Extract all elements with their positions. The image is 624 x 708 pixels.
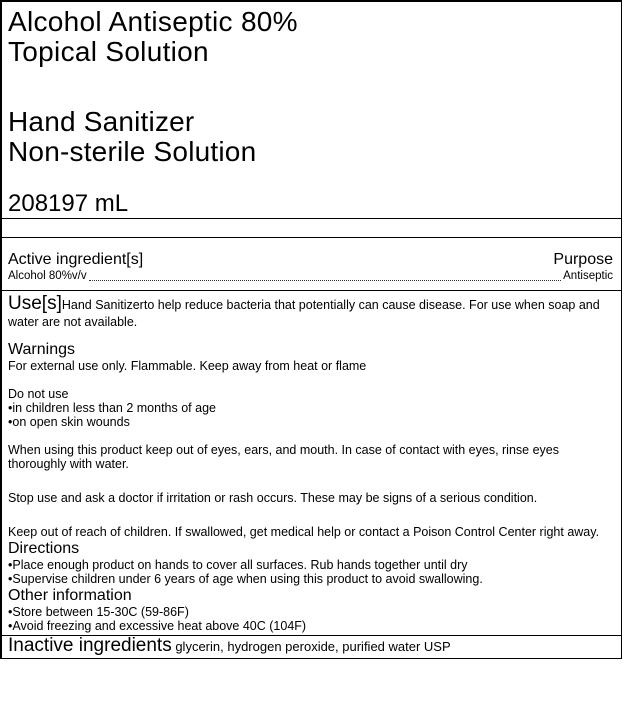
inactive-ingredients-heading: Inactive ingredients [8, 636, 172, 656]
other-information-item: •Avoid freezing and excessive heat above 40C (104F) [8, 619, 307, 633]
dotted-leader [89, 280, 562, 281]
product-title [8, 7, 613, 67]
inactive-ingredients-text: glycerin, hydrogen peroxide, purified water USP [171, 639, 451, 654]
inactive-ingredients-row [2, 636, 621, 658]
product-subtitle-line1: Hand Sanitizer [8, 106, 195, 137]
directions-item: •Place enough product on hands to cover all surfaces. Rub hands together until dry [8, 558, 468, 572]
product-title-line2: Topical Solution [8, 36, 209, 67]
uses-text: Hand Sanitizerto help reduce bacteria that potentially can cause disease. For use when soap and water are not available. [8, 298, 600, 329]
active-ingredient-value-row [8, 269, 613, 284]
do-not-use-item: •in children less than 2 months of age [8, 401, 216, 415]
active-ingredient-section [2, 238, 621, 291]
stop-use-text: Stop use and ask a doctor if irritation or rash occurs. These may be signs of a serious condition. [8, 491, 538, 505]
purpose-heading: Purpose [553, 251, 613, 268]
do-not-use-heading: Do not use [8, 387, 69, 401]
label-header [2, 2, 621, 219]
other-information-heading: Other information [8, 587, 132, 604]
warnings-heading: Warnings [8, 341, 75, 358]
purpose-value: Antiseptic [563, 270, 613, 282]
flammable-warning-text: For external use only. Flammable. Keep away from heat or flame [8, 359, 367, 373]
product-subtitle-line2: Non-sterile Solution [8, 136, 257, 167]
product-subtitle [8, 107, 613, 167]
when-using-text: When using this product keep out of eyes, ears, and mouth. In case of contact with eyes, rinse eyes thoroughly with water. [8, 443, 559, 471]
other-information-item: •Store between 15-30C (59-86F) [8, 605, 189, 619]
do-not-use-item: •on open skin wounds [8, 415, 130, 429]
uses-heading: Use[s] [8, 293, 62, 314]
active-ingredient-header-row [8, 251, 613, 269]
uses-paragraph [8, 293, 613, 329]
directions-heading: Directions [8, 540, 80, 557]
active-ingredient-value: Alcohol 80%v/v [8, 270, 87, 282]
net-volume: 208197 mL [8, 190, 129, 217]
empty-band [2, 219, 621, 238]
keep-out-of-reach-text: Keep out of reach of children. If swallowed, get medical help or contact a Poison Control Center right away. [8, 525, 600, 539]
drug-facts-body [2, 291, 621, 636]
active-ingredient-heading: Active ingredient[s] [8, 251, 144, 268]
product-title-line1: Alcohol Antiseptic 80% [8, 6, 298, 37]
directions-item: •Supervise children under 6 years of age when using this product to avoid swallowing. [8, 572, 483, 586]
